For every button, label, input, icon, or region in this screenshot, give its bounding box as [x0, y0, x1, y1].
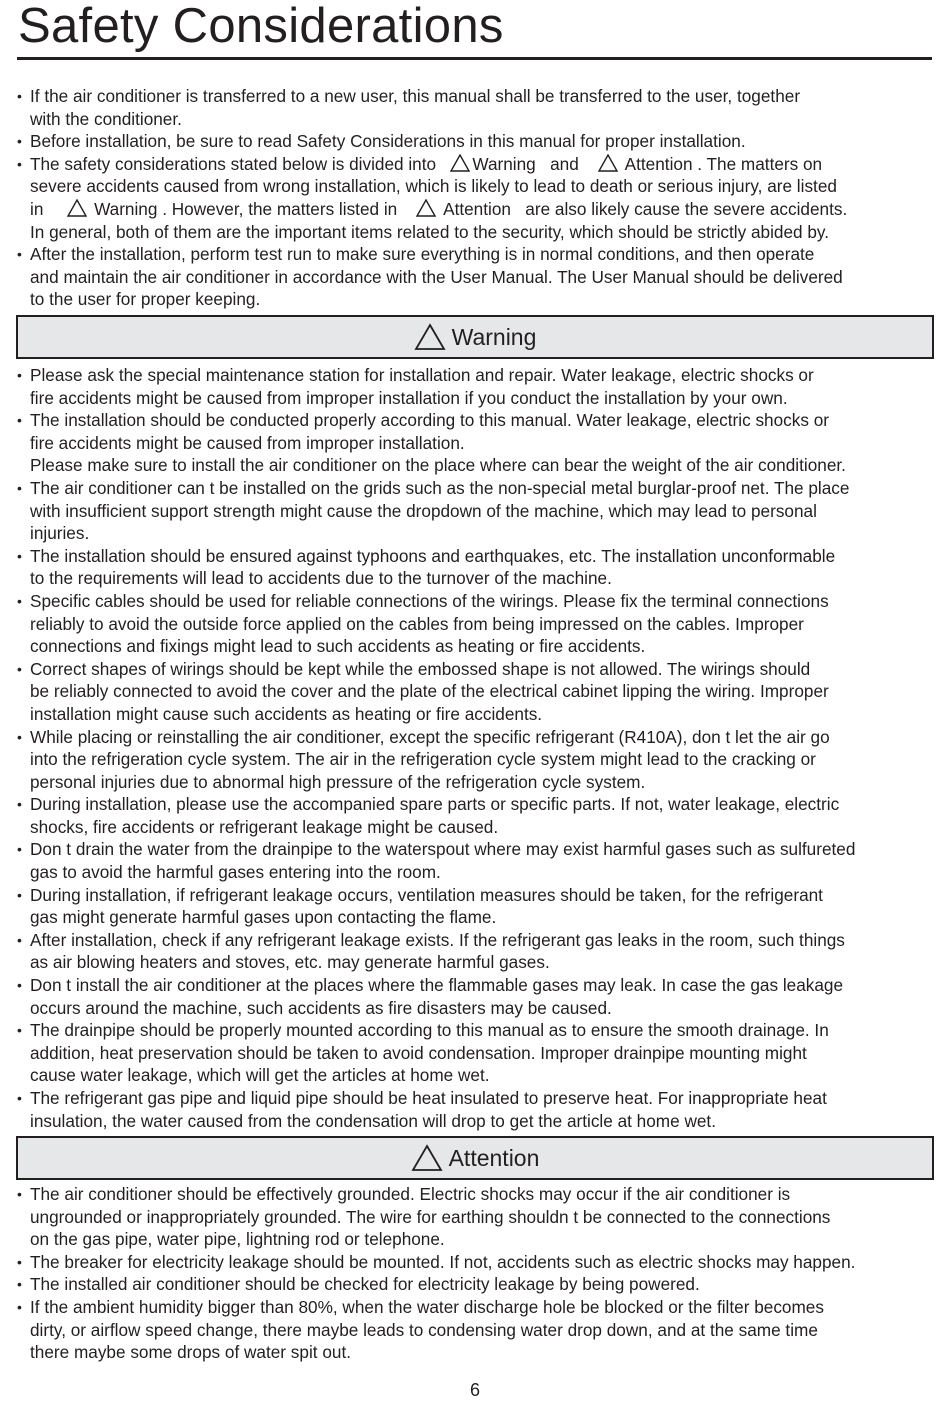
attention-list — [0, 1183, 950, 1364]
list-item: • During installation, if refrigerant leakage occurs, ventilation measures should be taken, for the refrigerant gas might generate harmful gases upon contacting the flame. — [17, 884, 823, 928]
list-item: • The drainpipe should be properly mounted according to this manual as to ensure the smooth drainage. In addition, heat preservation should be taken to avoid condensation. Improper drainpipe mounting might cause water leakage, which will get the articles at home wet. — [17, 1020, 829, 1086]
list-item: • Don t install the air conditioner at the places where the flammable gases may leak. In case the gas leakage occurs around the machine, such accidents as fire disasters may be caused. — [17, 975, 844, 1018]
list-item: • The safety considerations stated below is divided into Warning and Attention . The matters on severe accidents caused from wrong installation, which is likely to lead to death or serious injury, are listed in Warning . However, the matters listed in Attention are also likely cause the severe accidents. In general, both of them are the important items related to the security, which should be strictly abided by. — [17, 153, 848, 242]
list-item: • The air conditioner should be effectively grounded. Electric shocks may occur if the air conditioner is ungrounded or inappropriately grounded. The wire for earthing shouldn t be connected to the connections on the gas pipe, water pipe, lightning rod or telephone. — [17, 1184, 831, 1250]
warning-triangle-icon — [67, 199, 87, 217]
list-item: • While placing or reinstalling the air conditioner, except the specific refrigerant (R410A), don t let the air go into the refrigeration cycle system. The air in the refrigeration cycle system might lead to the cracking or personal injuries due to abnormal high pressure of the refrigeration cycle system. — [17, 726, 830, 792]
bullet: • — [17, 1276, 22, 1293]
bullet: • — [17, 841, 22, 858]
list-item: • The installation should be conducted properly according to this manual. Water leakage, electric shocks or fire accidents might be caused from improper installation. Please make sure to install the air conditioner on the place where can bear the weight of the air conditioner. — [17, 410, 846, 476]
list-item: • The breaker for electricity leakage should be mounted. If not, accidents such as electric shocks may happen. — [17, 1251, 856, 1272]
warning-triangle-icon — [598, 154, 618, 172]
warning-list — [0, 364, 950, 1132]
warning-triangle-icon — [450, 154, 470, 172]
warning-triangle-icon — [414, 323, 446, 351]
bullet: • — [17, 977, 22, 994]
list-item: • The air conditioner can t be installed on the grids such as the non-special metal burglar-proof net. The place with insufficient support strength might cause the dropdown of the machine, which may lead to personal injuries. — [17, 477, 850, 544]
list-item: • After the installation, perform test run to make sure everything is in normal conditions, and then operate and maintain the air conditioner in accordance with the User Manual. The User Manual should be delivered to the user for proper keeping. — [17, 244, 843, 310]
bullet: • — [17, 412, 22, 429]
list-item: • After installation, check if any refrigerant leakage exists. If the refrigerant gas leaks in the room, such things as air blowing heaters and stoves, etc. may generate harmful gases. — [17, 929, 845, 973]
list-item: • If the air conditioner is transferred to a new user, this manual shall be transferred to the user, together with the conditioner. — [17, 86, 801, 129]
attention-banner-label: Attention — [448, 1144, 540, 1171]
list-item: • The refrigerant gas pipe and liquid pipe should be heat insulated to preserve heat. For inappropriate heat insulation, the water caused from the condensation will drop to get the article at home wet. — [17, 1088, 827, 1131]
bullet: • — [17, 1022, 22, 1039]
warning-banner-label: Warning — [451, 323, 537, 350]
list-item: • Please ask the special maintenance station for installation and repair. Water leakage, electric shocks or fire accidents might be caused from improper installation if you conduct the installation by your own. — [17, 365, 814, 408]
bullet: • — [17, 547, 22, 564]
list-item: • The installation should be ensured against typhoons and earthquakes, etc. The installation unconformable to the requirements will lead to accidents due to the turnover of the machine. — [17, 545, 836, 589]
list-item: • The installed air conditioner should be checked for electricity leakage by being powered. — [17, 1274, 700, 1295]
list-item: • Before installation, be sure to read Safety Considerations in this manual for proper installation. — [17, 131, 746, 152]
title-underline — [17, 57, 932, 60]
warning-triangle-icon — [416, 199, 436, 217]
warning-banner — [16, 315, 934, 359]
list-item: • During installation, please use the accompanied spare parts or specific parts. If not, water leakage, electric shocks, fire accidents or refrigerant leakage might be caused. — [17, 794, 840, 837]
list-item: • Specific cables should be used for reliable connections of the wirings. Please fix the terminal connections reliably to avoid the outside force applied on the cables from being impressed on the cables. Improper connections and fixings might lead to such accidents as heating or fire accidents. — [17, 590, 829, 657]
bullet: • — [17, 479, 22, 496]
bullet: • — [17, 592, 22, 609]
bullet: • — [17, 931, 22, 948]
bullet: • — [17, 1253, 22, 1270]
bullet: • — [17, 728, 22, 745]
warning-triangle-icon — [411, 1144, 443, 1172]
bullet: • — [17, 796, 22, 813]
bullet: • — [17, 886, 22, 903]
bullet: • — [17, 1298, 22, 1315]
bullet: • — [17, 1090, 22, 1106]
list-item: • If the ambient humidity bigger than 80%, when the water discharge hole be blocked or the filter becomes dirty, or airflow speed change, there maybe leads to condensing water drop down, and at the same time there maybe some drops of water spit out. — [17, 1296, 824, 1363]
bullet: • — [17, 246, 22, 263]
intro-list — [0, 85, 950, 311]
list-item: • Don t drain the water from the drainpipe to the waterspout where may exist harmful gases such as sulfureted gas to avoid the harmful gases entering into the room. — [17, 839, 856, 883]
bullet: • — [17, 88, 22, 104]
attention-banner — [16, 1136, 934, 1180]
bullet: • — [17, 660, 22, 677]
page-number: 6 — [469, 1380, 480, 1400]
bullet: • — [17, 133, 22, 150]
bullet: • — [17, 367, 22, 383]
page-title: Safety Considerations — [18, 0, 504, 53]
bullet: • — [17, 1186, 22, 1202]
bullet: • — [17, 155, 22, 172]
list-item: • Correct shapes of wirings should be kept while the embossed shape is not allowed. The wirings should be reliably connected to avoid the cover and the plate of the electrical cabinet lipping the wiring. Improper installation might cause such accidents as heating or fire accidents. — [17, 658, 829, 724]
